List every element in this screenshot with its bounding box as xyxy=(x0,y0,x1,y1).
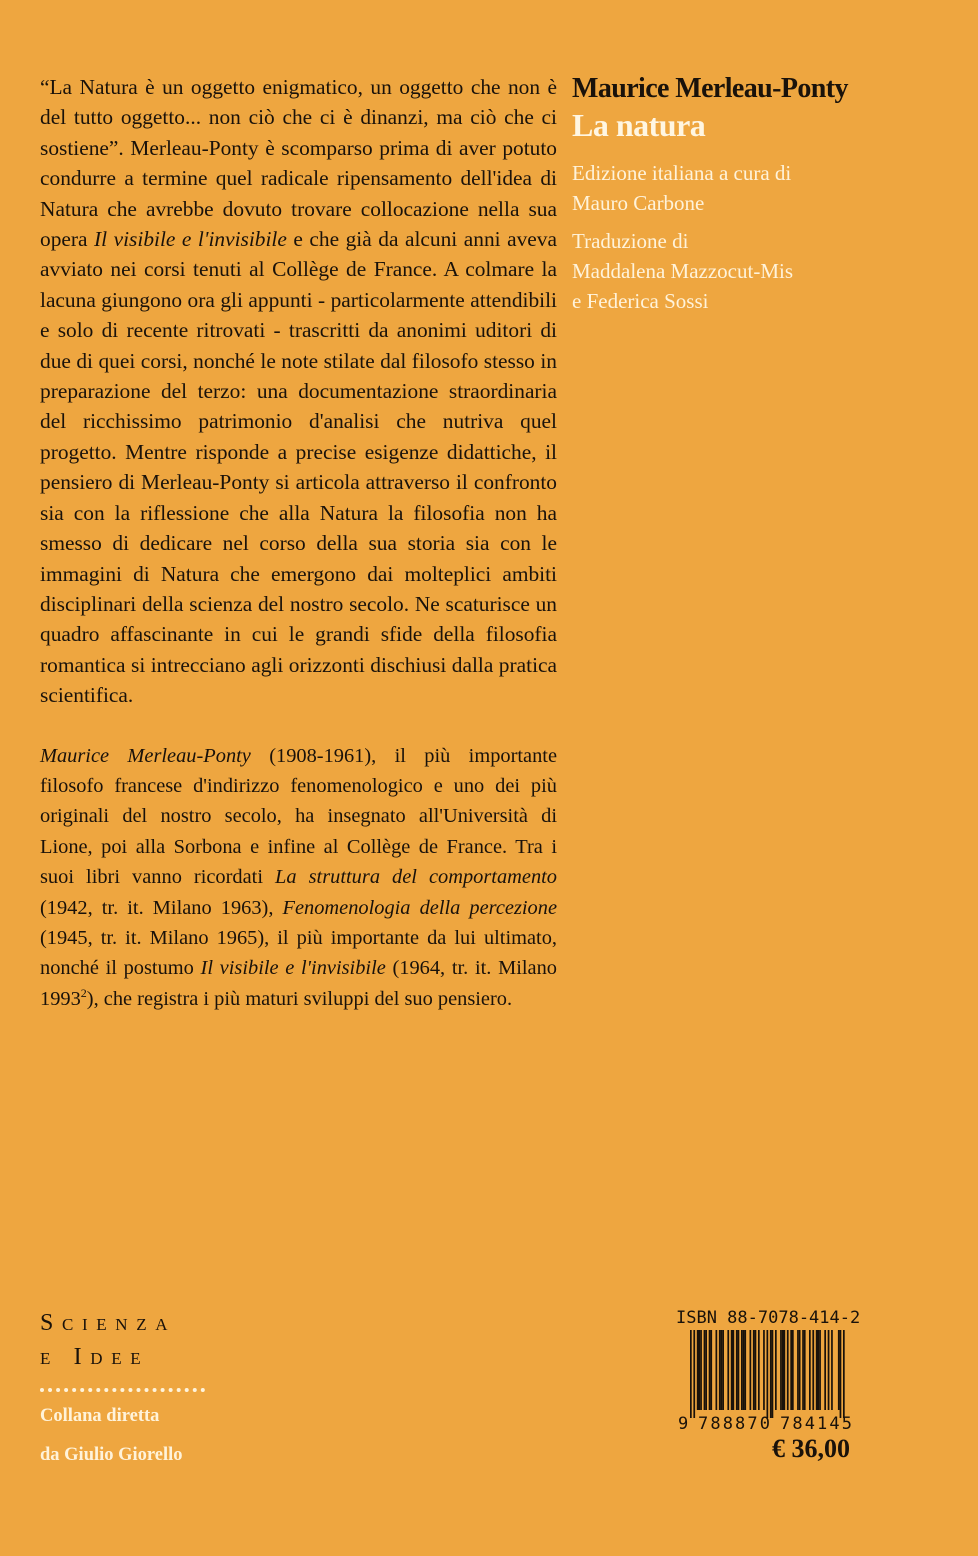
barcode-bar xyxy=(716,1330,718,1410)
barcode-bar xyxy=(819,1330,821,1410)
series-editor-line-2: da Giulio Giorello xyxy=(40,1445,183,1465)
barcode-bar xyxy=(818,1330,820,1410)
barcode-bar xyxy=(838,1330,840,1410)
barcode-bar xyxy=(790,1330,792,1410)
series-editor-line-1: Collana diretta xyxy=(40,1406,160,1426)
barcode-bar xyxy=(804,1330,806,1410)
barcode-bar xyxy=(743,1330,745,1410)
author-bio-paragraph: Maurice Merleau-Ponty (1908-1961), il più importante filosofo francese d'indirizzo fenomenologico e uno dei più originali del nostro secolo, ha insegnato all'Università di Lione, poi alla Sorbona e infine al Collège de France. Tra i suoi libri vanno ricordati La struttura del comportamento (1942, tr. it. Milano 1963), Fenomenologia della percezione (1945, tr. it. Milano 1965), il più importante da lui ultimato, nonché il postumo Il visibile e l'invisibile (1964, tr. it. Milano 1993$^2$), che registra i più maturi sviluppi del suo pensiero. xyxy=(40,744,557,1010)
credits xyxy=(572,158,952,316)
barcode-bar xyxy=(787,1330,789,1410)
barcode-bar xyxy=(780,1330,782,1410)
barcode-bar xyxy=(699,1330,701,1410)
barcode-bar xyxy=(767,1330,769,1418)
barcode-bar xyxy=(736,1330,738,1410)
barcode-bar xyxy=(824,1330,826,1410)
dotted-divider xyxy=(40,1388,205,1392)
title-block xyxy=(572,72,952,316)
ean-left-digits: 788870 xyxy=(698,1414,770,1432)
barcode-bar xyxy=(799,1330,801,1410)
barcode-bar xyxy=(700,1330,702,1410)
barcode-bar xyxy=(831,1330,833,1410)
edition-credit-line-2: Mauro Carbone xyxy=(572,191,705,215)
edition-superscript: 2 xyxy=(80,985,87,1000)
barcode-bar xyxy=(809,1330,811,1410)
translation-credit-line-3: e Federica Sossi xyxy=(572,289,709,313)
ean-barcode xyxy=(676,1330,862,1432)
barcode-bar xyxy=(697,1330,699,1410)
series-block xyxy=(40,1306,220,1470)
barcode-bar xyxy=(792,1330,794,1410)
barcode-bar xyxy=(816,1330,818,1410)
barcode-bar xyxy=(828,1330,830,1410)
synopsis-paragraph: “La Natura è un oggetto enigmatico, un oggetto che non è del tutto oggetto... non ciò che ci è dinanzi, ma ciò che ci sostiene”. Merleau-Ponty è scomparso prima di aver potuto condurre a termine quel radicale ripensamento dell'idea di Natura che avrebbe dovuto trovare collocazione nella sua opera Il visibile e l'invisibile e che già da alcuni anni aveva avviato nei corsi tenuti al Collège de France. A colmare la lacuna giungono ora gli appunti - particolarmente attendibili e solo di recente ritrovati - trascritti da anonimi uditori di due di quei corsi, nonché le note stilate dal filosofo stesso in preparazione del terzo: una documentazione straordinaria del ricchissimo patrimonio d'analisi che nutriva quel progetto. Mentre risponde a precise esigenze didattiche, il pensiero di Merleau-Ponty si articola attraverso il confronto sia con la riflessione che alla Natura la filosofia non ha smesso di dedicare nel corso della sua storia sia con le immagini di Natura che emergono dai molteplici ambiti disciplinari della scienza del nostro secolo. Ne scaturisce un quadro affascinante in cui le grandi sfide della filosofia romantica si intrecciano agli orizzonti dischiusi dalla pratica scientifica. xyxy=(40,75,557,708)
barcode-bar xyxy=(750,1330,752,1410)
barcode-bar xyxy=(744,1330,746,1410)
book-title: La natura xyxy=(572,107,706,143)
barcode-bar xyxy=(763,1330,765,1410)
translation-credit-line-1: Traduzione di xyxy=(572,229,689,253)
barcode-bar xyxy=(741,1330,743,1410)
barcode-bar xyxy=(733,1330,735,1410)
barcode-bar xyxy=(758,1330,760,1410)
barcode-bar xyxy=(784,1330,786,1410)
barcode-bar xyxy=(693,1330,695,1418)
barcode-bar xyxy=(690,1330,692,1418)
barcode-bar xyxy=(704,1330,706,1410)
barcode-bar xyxy=(731,1330,733,1410)
barcode-bar xyxy=(812,1330,814,1410)
series-name-line-2: e Idee xyxy=(40,1344,150,1370)
barcode-bar xyxy=(770,1330,772,1418)
edition-credit-line-1: Edizione italiana a cura di xyxy=(572,161,792,185)
barcode-bar xyxy=(753,1330,755,1410)
back-cover-blurb xyxy=(40,72,557,1014)
author-name: Maurice Merleau-Ponty xyxy=(572,73,848,104)
translation-credit-line-2: Maddalena Mazzocut-Mis xyxy=(572,259,794,283)
barcode-bar xyxy=(840,1330,842,1418)
barcode-bar xyxy=(775,1330,777,1410)
barcode-bar xyxy=(802,1330,804,1410)
barcode-bar xyxy=(709,1330,711,1410)
barcode-bar xyxy=(719,1330,721,1410)
series-name-line-1: Scienza xyxy=(40,1310,177,1336)
barcode-bar xyxy=(721,1330,723,1410)
barcode-bar xyxy=(722,1330,724,1410)
barcode-bar xyxy=(797,1330,799,1410)
barcode-bar xyxy=(772,1330,774,1418)
barcode-bar xyxy=(727,1330,729,1410)
price: € 36,00 xyxy=(772,1434,850,1463)
ean-first-digit: 9 xyxy=(678,1414,689,1432)
author-name-italic: Maurice Merleau-Ponty xyxy=(40,744,251,767)
ean-right-digits: 784145 xyxy=(780,1414,852,1432)
barcode-bar xyxy=(738,1330,740,1410)
barcode-bar xyxy=(755,1330,757,1410)
barcode-block xyxy=(676,1308,862,1463)
barcode-bar xyxy=(705,1330,707,1410)
isbn-number: ISBN 88-7078-414-2 xyxy=(676,1308,861,1328)
barcode-bar xyxy=(710,1330,712,1410)
barcode-bar xyxy=(782,1330,784,1410)
barcode-bar xyxy=(843,1330,845,1418)
book-title-italic: Il visibile e l'invisibile xyxy=(94,227,287,252)
